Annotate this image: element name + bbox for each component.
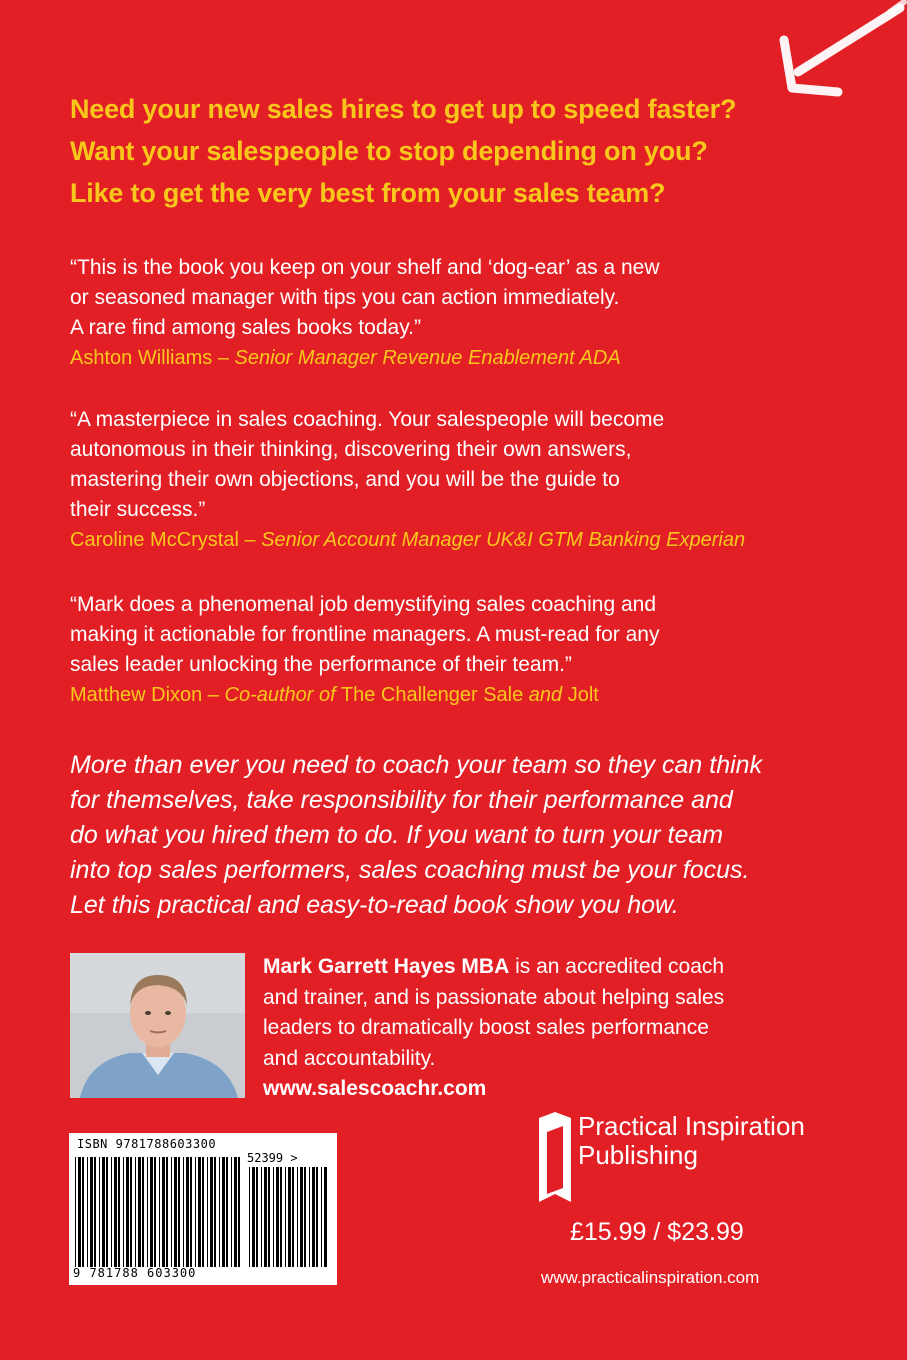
barcode-bar (90, 1157, 93, 1267)
barcode-bar (238, 1157, 240, 1267)
barcode-bar (280, 1167, 282, 1267)
barcode-bar (154, 1157, 156, 1267)
quote-line: their success.” (70, 498, 206, 521)
quote-line: autonomous in their thinking, discovering their own answers, (70, 438, 632, 461)
barcode-bar (202, 1157, 204, 1267)
barcode-bar (111, 1157, 112, 1267)
barcode-bar (162, 1157, 165, 1267)
barcode-bar (82, 1157, 84, 1267)
author-bio (263, 952, 843, 1105)
barcode-bar (276, 1167, 279, 1267)
quote-line: making it actionable for frontline managers. A must-read for any (70, 623, 660, 646)
barcode-digits: 9 781788 603300 (73, 1266, 197, 1280)
barcode-bar (316, 1167, 318, 1267)
book-pitch (70, 748, 870, 923)
attribution (70, 343, 870, 373)
barcode-bar (304, 1167, 306, 1267)
barcode-bar (261, 1167, 262, 1267)
barcode-bar (256, 1167, 258, 1267)
barcode-bar (231, 1157, 232, 1267)
bio-line: and trainer, and is passionate about helping sales (263, 985, 725, 1009)
barcode-bar (288, 1167, 291, 1267)
attribution (70, 680, 870, 710)
isbn-label: ISBN 9781788603300 (77, 1137, 217, 1151)
barcode-bar (321, 1167, 322, 1267)
barcode-bar (135, 1157, 136, 1267)
author-name: Mark Garrett Hayes MBA (263, 955, 510, 978)
barcode-bar (78, 1157, 81, 1267)
barcode-bar (138, 1157, 141, 1267)
testimonial-1 (70, 253, 870, 373)
attribution-name: Ashton Williams – (70, 347, 235, 369)
book-title: The Challenger Sale (335, 684, 529, 706)
barcode-bar (300, 1167, 303, 1267)
barcode-bar (285, 1167, 286, 1267)
barcode-bar (118, 1157, 120, 1267)
quote-line: mastering their own objections, and you will be the guide to (70, 468, 620, 491)
barcode-bar (207, 1157, 208, 1267)
author-photo (70, 953, 245, 1098)
barcode-bar (312, 1167, 315, 1267)
barcode-bar (268, 1167, 270, 1267)
barcode-bar (99, 1157, 100, 1267)
headlines (70, 88, 870, 214)
attribution (70, 525, 870, 555)
barcode-bars (75, 1157, 243, 1267)
testimonial-2 (70, 405, 870, 555)
barcode-bar (183, 1157, 184, 1267)
isbn-barcode (69, 1133, 337, 1285)
barcode-bar (94, 1157, 96, 1267)
book-title: Jolt (562, 684, 599, 706)
barcode-bar (219, 1157, 220, 1267)
headline-2: Want your salespeople to stop depending on you? (70, 136, 708, 166)
testimonial-3 (70, 590, 870, 710)
barcode-bar (273, 1167, 274, 1267)
barcode-bar (186, 1157, 189, 1267)
attribution-name: Matthew Dixon – (70, 684, 225, 706)
barcode-bar (123, 1157, 124, 1267)
barcode-bar (142, 1157, 144, 1267)
publisher-website[interactable]: www.practicalinspiration.com (541, 1268, 760, 1287)
barcode-bar (114, 1157, 117, 1267)
headline-3: Like to get the very best from your sales team? (70, 178, 666, 208)
barcode-bar (159, 1157, 160, 1267)
bio-line: is an accredited coach (509, 955, 725, 978)
barcode-bar (292, 1167, 294, 1267)
barcode-bar (226, 1157, 228, 1267)
barcode-bar (222, 1157, 225, 1267)
attribution-role: Senior Manager Revenue Enablement ADA (234, 347, 621, 369)
barcode-bar (190, 1157, 192, 1267)
barcode-bar (106, 1157, 108, 1267)
price: £15.99 / $23.99 (570, 1218, 744, 1246)
barcode-bar (195, 1157, 196, 1267)
pitch-line: into top sales performers, sales coaching must be your focus. (70, 856, 750, 884)
quote-line: A rare find among sales books today.” (70, 316, 421, 339)
barcode-bar (178, 1157, 180, 1267)
quote-line: or seasoned manager with tips you can action immediately. (70, 286, 620, 309)
publisher-line-2: Publishing (578, 1140, 698, 1170)
barcode-bar (210, 1157, 213, 1267)
bio-line: and accountability. (263, 1046, 436, 1070)
pitch-line: Let this practical and easy-to-read book show you how. (70, 891, 679, 919)
barcode-bar (297, 1167, 298, 1267)
barcode-bar (171, 1157, 172, 1267)
barcode-bar (234, 1157, 237, 1267)
barcode-addon-bars (249, 1167, 331, 1267)
barcode-bar (309, 1167, 310, 1267)
barcode-bar (150, 1157, 153, 1267)
barcode-bar (87, 1157, 88, 1267)
barcode-bar (75, 1157, 76, 1267)
barcode-bar (102, 1157, 105, 1267)
attribution-role: Co-author of (224, 684, 336, 706)
pitch-line: for themselves, take responsibility for their performance and (70, 786, 733, 814)
author-website[interactable]: www.salescoachr.com (263, 1077, 487, 1100)
pitch-line: do what you hired them to do. If you want to turn your team (70, 821, 724, 849)
barcode-bar (214, 1157, 216, 1267)
barcode-bar (147, 1157, 148, 1267)
barcode-bar (130, 1157, 132, 1267)
barcode-addon: 52399 > (247, 1151, 298, 1165)
publisher-line-1: Practical Inspiration (578, 1111, 805, 1141)
barcode-bar (264, 1167, 267, 1267)
barcode-bar (198, 1157, 201, 1267)
barcode-bar (252, 1167, 255, 1267)
barcode-bar (174, 1157, 177, 1267)
barcode-bar (126, 1157, 129, 1267)
attribution-role: Senior Account Manager UK&I GTM Banking Experian (261, 529, 746, 551)
attribution-conj: and (528, 684, 563, 706)
bio-line: leaders to dramatically boost sales performance (263, 1016, 709, 1039)
pitch-line: More than ever you need to coach your team so they can think (70, 751, 763, 779)
attribution-name: Caroline McCrystal – (70, 529, 262, 551)
barcode-bar (166, 1157, 168, 1267)
barcode-bar (324, 1167, 327, 1267)
headline-1: Need your new sales hires to get up to speed faster? (70, 94, 737, 124)
publisher-name (578, 1112, 805, 1170)
quote-line: “Mark does a phenomenal job demystifying sales coaching and (70, 593, 657, 616)
quote-line: sales leader unlocking the performance of their team.” (70, 653, 572, 676)
quote-line: “A masterpiece in sales coaching. Your salespeople will become (70, 408, 665, 431)
barcode-bar (249, 1167, 250, 1267)
publisher-logo-icon (537, 1110, 573, 1204)
quote-line: “This is the book you keep on your shelf and ‘dog-ear’ as a new (70, 256, 660, 279)
